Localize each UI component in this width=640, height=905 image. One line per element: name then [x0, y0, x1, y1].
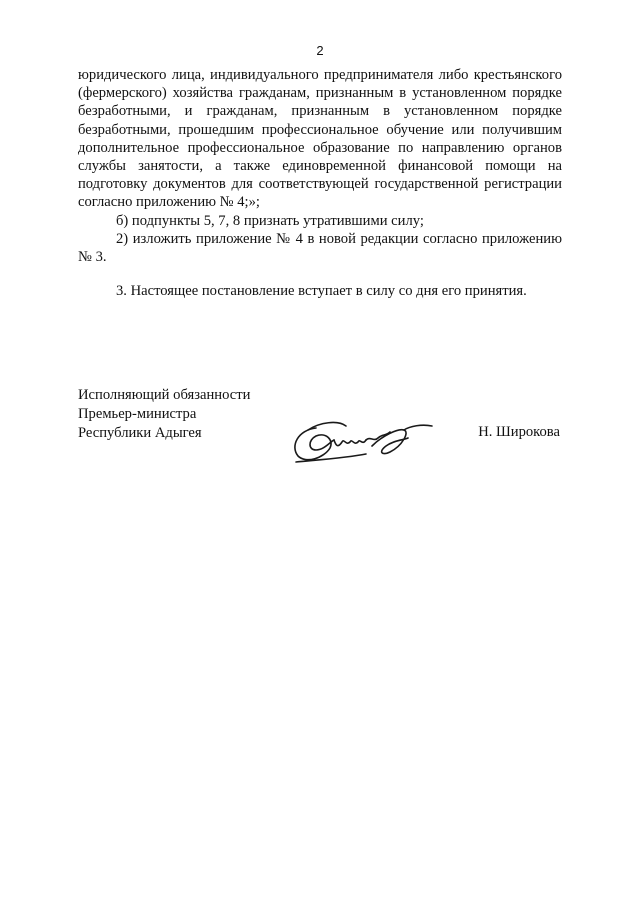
- signatory-position-line: Республики Адыгея: [78, 425, 202, 441]
- signatory-position: [78, 386, 250, 443]
- page-number: 2: [316, 43, 324, 58]
- paragraph-subitem-b: б) подпункты 5, 7, 8 признать утратившими силу;: [116, 212, 424, 229]
- signatory-position-line: Премьер-министра: [78, 406, 197, 422]
- document-body: [78, 66, 562, 300]
- paragraph-item-3: 3. Настоящее постановление вступает в силу со дня его принятия.: [116, 283, 527, 300]
- signatory-position-line: Исполняющий обязанности: [78, 387, 251, 403]
- paragraph-continuation: юридического лица, индивидуального предпринимателя либо крестьянского (фермерского) хозяйства гражданам, признанным в установленном порядке безработными, и гражданам, признанным в установленном порядке безработными, прошедшим профессиональное обучение или получившим дополнительное профессиональное образование по направлению органов службы занятости, а также единовременной финансовой помощи на подготовку документов для соответствующей государственной регистрации согласно приложению № 4;»;: [78, 67, 562, 211]
- signatory-name: Н. Широкова: [478, 424, 560, 440]
- paragraph-subitem-2: 2) изложить приложение № 4 в новой редакции согласно приложению № 3.: [78, 230, 562, 266]
- handwritten-signature-icon: [286, 406, 436, 472]
